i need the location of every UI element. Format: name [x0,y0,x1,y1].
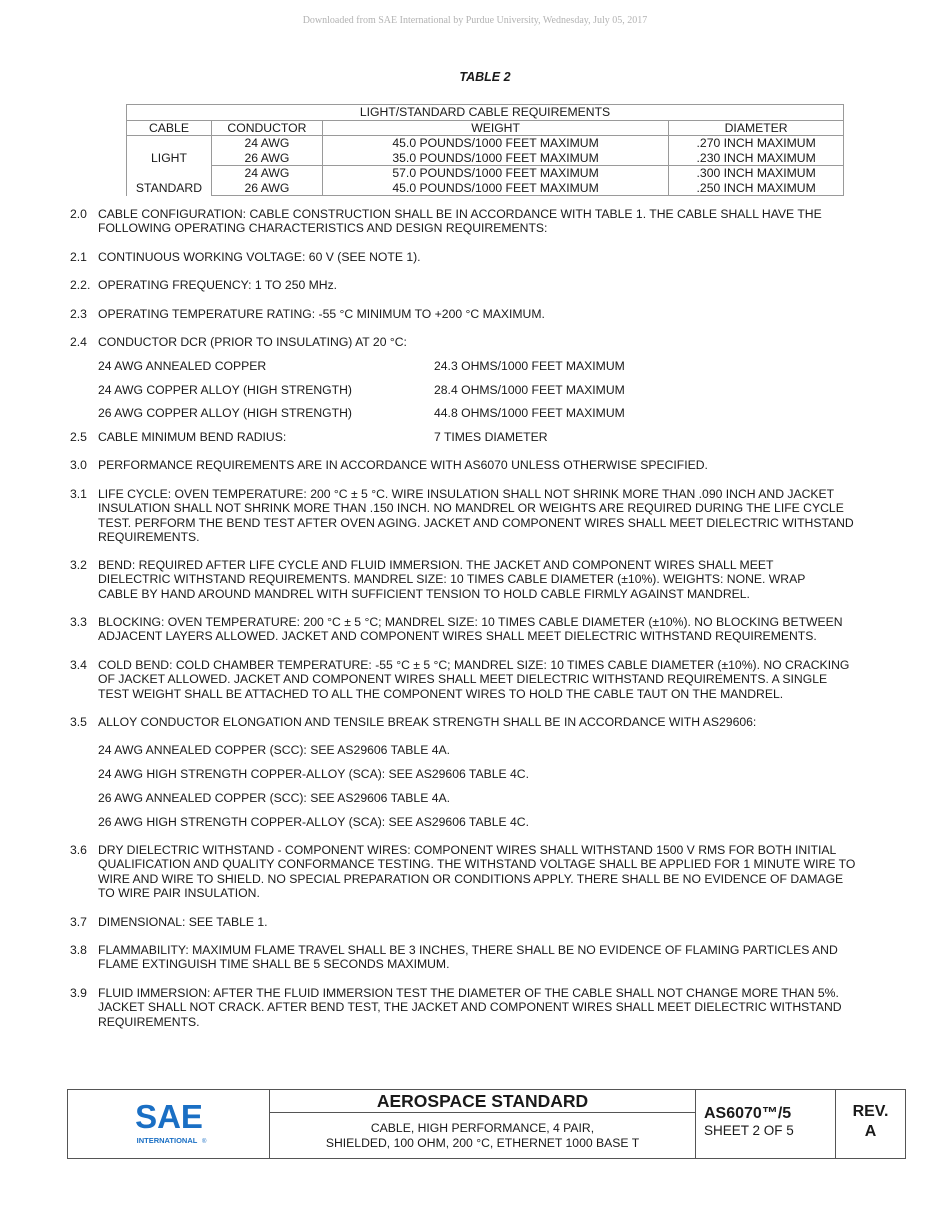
section-3-1-text [98,487,888,545]
text-line: REQUIREMENTS. [98,1014,200,1029]
text-line: FLUID IMMERSION: AFTER THE FLUID IMMERSION TEST THE DIAMETER OF THE CABLE SHALL NOT CHANGE MORE THAN 5%. [98,986,839,1000]
text-line: CABLE BY HAND AROUND MANDREL WITH SUFFICIENT TENSION TO HOLD CABLE FIRMLY AGAINST MANDREL. [98,586,750,601]
table-cell: .300 INCH MAXIMUM [669,166,844,181]
table-cell: 26 AWG [211,181,322,196]
table-cell: 24 AWG [211,166,322,181]
text-line: JACKET SHALL NOT CRACK. AFTER BEND TEST, THE JACKET AND COMPONENT WIRES SHALL MEET DIELECTRIC WITHSTAND [98,1000,842,1015]
section-number: 2.3 [70,307,87,321]
text-line: LIFE CYCLE: OVEN TEMPERATURE: 200 °C ± 5 °C. WIRE INSULATION SHALL NOT SHRINK MORE THAN .090 INCH AND JACKET [98,487,835,501]
dcr-item-label: 24 AWG COPPER ALLOY (HIGH STRENGTH) [98,383,352,397]
text-line: TO WIRE PAIR INSULATION. [98,886,260,901]
section-number: 3.1 [70,487,87,501]
document-number: AS6070™/5 [704,1105,792,1122]
text-line: CABLE CONFIGURATION: CABLE CONSTRUCTION SHALL BE IN ACCORDANCE WITH TABLE 1. THE CABLE SHALL HAVE THE [98,207,822,221]
section-2-0-text [98,207,888,236]
cable-requirements-table [126,104,844,196]
dcr-item-value: 28.4 OHMS/1000 FEET MAXIMUM [434,383,625,397]
bend-radius-value: 7 TIMES DIAMETER [434,430,548,444]
column-header: DIAMETER [669,120,844,136]
text-line: BEND: REQUIRED AFTER LIFE CYCLE AND FLUID IMMERSION. THE JACKET AND COMPONENT WIRES SHALL MEET [98,558,774,572]
sae-logo [68,1090,270,1158]
section-number: 3.4 [70,658,87,672]
alloy-item: 26 AWG HIGH STRENGTH COPPER-ALLOY (SCA): SEE AS29606 TABLE 4C. [98,815,529,829]
table-row [127,136,844,151]
section-number: 3.7 [70,915,87,929]
table-cell: 26 AWG [211,151,322,166]
text-line: DRY DIELECTRIC WITHSTAND - COMPONENT WIRES: COMPONENT WIRES SHALL WITHSTAND 1500 V RMS FOR BOTH INITIAL [98,843,837,857]
section-number: 3.5 [70,715,87,729]
text-line: OF JACKET ALLOWED. JACKET AND COMPONENT WIRES SHALL MEET DIELECTRIC WITHSTAND REQUIREMENTS. A SINGLE [98,672,828,687]
text-line: INSULATION SHALL NOT SHRINK MORE THAN .150 INCH. NO MANDREL OR WEIGHTS ARE REQUIRED DURING THE LIFE CYCLE [98,501,844,516]
dcr-item-label: 26 AWG COPPER ALLOY (HIGH STRENGTH) [98,406,352,420]
section-number: 3.9 [70,986,87,1000]
cable-type-cell: LIGHT [127,136,212,166]
column-header: WEIGHT [322,120,668,136]
standard-title: AEROSPACE STANDARD [270,1090,695,1113]
table-caption: LIGHT/STANDARD CABLE REQUIREMENTS [127,105,844,121]
section-3-2-text [98,558,888,601]
section-3-3-text [98,615,888,644]
cable-type-cell: STANDARD [127,166,212,196]
svg-text:®: ® [202,1139,207,1145]
section-2-3-text: OPERATING TEMPERATURE RATING: -55 °C MINIMUM TO +200 °C MAXIMUM. [98,307,545,321]
table-title: TABLE 2 [459,70,511,84]
section-number: 2.4 [70,335,87,349]
text-line: FOLLOWING OPERATING CHARACTERISTICS AND DESIGN REQUIREMENTS: [98,221,548,236]
text-line: FLAMMABILITY: MAXIMUM FLAME TRAVEL SHALL BE 3 INCHES, THERE SHALL BE NO EVIDENCE OF FLAMING PARTICLES AND [98,943,838,957]
table-cell: 45.0 POUNDS/1000 FEET MAXIMUM [322,181,668,196]
revision-value: A [864,1123,877,1140]
section-2-1-text: CONTINUOUS WORKING VOLTAGE: 60 V (SEE NOTE 1). [98,250,421,264]
text-line: ADJACENT LAYERS ALLOWED. JACKET AND COMPONENT WIRES SHALL MEET DIELECTRIC WITHSTAND REQUIREMENTS. [98,629,817,644]
column-header: CABLE [127,120,212,136]
text-line: BLOCKING: OVEN TEMPERATURE: 200 °C ± 5 °C; MANDREL SIZE: 10 TIMES CABLE DIAMETER (±10%). NO BLOCKING BETWEEN [98,615,843,629]
text-line: COLD BEND: COLD CHAMBER TEMPERATURE: -55 °C ± 5 °C; MANDREL SIZE: 10 TIMES CABLE DIAMETER (±10%). NO CRACKING [98,658,850,672]
table-cell: .230 INCH MAXIMUM [669,151,844,166]
section-number: 2.5 [70,430,87,444]
text-line: FLAME EXTINGUISH TIME SHALL BE 5 SECONDS MAXIMUM. [98,957,450,972]
section-3-5-text: ALLOY CONDUCTOR ELONGATION AND TENSILE BREAK STRENGTH SHALL BE IN ACCORDANCE WITH AS29606: [98,715,757,729]
text-line: DIELECTRIC WITHSTAND REQUIREMENTS. MANDREL SIZE: 10 TIMES CABLE DIAMETER (±10%). WEIGHTS: NONE. WRAP [98,572,806,587]
dcr-item-value: 24.3 OHMS/1000 FEET MAXIMUM [434,359,625,373]
dcr-item-value: 44.8 OHMS/1000 FEET MAXIMUM [434,406,625,420]
svg-text:INTERNATIONAL: INTERNATIONAL [136,1136,198,1145]
table-row [127,181,844,196]
revision-label: REV. [852,1103,889,1120]
description-line: SHIELDED, 100 OHM, 200 °C, ETHERNET 1000 BASE T [325,1135,640,1150]
section-3-9-text [98,986,888,1029]
section-number: 3.0 [70,458,87,472]
document-number-cell [695,1090,836,1158]
alloy-item: 24 AWG HIGH STRENGTH COPPER-ALLOY (SCA): SEE AS29606 TABLE 4C. [98,767,529,781]
download-watermark: Downloaded from SAE International by Purdue University, Wednesday, July 05, 2017 [302,15,648,26]
section-3-4-text [98,658,888,701]
text-line: REQUIREMENTS. [98,530,200,545]
text-line: TEST WEIGHT SHALL BE ATTACHED TO ALL THE COMPONENT WIRES TO HOLD THE CABLE TAUT ON THE MANDREL. [98,686,784,701]
table-cell: 24 AWG [211,136,322,151]
alloy-item: 26 AWG ANNEALED COPPER (SCC): SEE AS29606 TABLE 4A. [98,791,450,805]
sae-logo-cell [68,1090,270,1158]
table-cell: .250 INCH MAXIMUM [669,181,844,196]
alloy-item: 24 AWG ANNEALED COPPER (SCC): SEE AS29606 TABLE 4A. [98,743,450,757]
bend-radius-label: CABLE MINIMUM BEND RADIUS: [98,430,287,444]
section-2-2-text: OPERATING FREQUENCY: 1 TO 250 MHz. [98,278,338,292]
revision-cell [836,1090,905,1158]
section-number: 3.3 [70,615,87,629]
description-line: CABLE, HIGH PERFORMANCE, 4 PAIR, [370,1121,595,1135]
title-block [67,1089,906,1159]
text-line: TEST. PERFORM THE BEND TEST AFTER OVEN AGING. JACKET AND COMPONENT WIRES SHALL MEET DIELECTRIC WITHSTAND [98,515,854,530]
standard-description [270,1114,695,1158]
column-header: CONDUCTOR [211,120,322,136]
table-header-row [127,120,844,136]
svg-text:SAE: SAE [135,1098,203,1135]
section-number: 3.6 [70,843,87,857]
sheet-number: SHEET 2 OF 5 [704,1123,794,1138]
dcr-item-label: 24 AWG ANNEALED COPPER [98,359,267,373]
table-row [127,151,844,166]
table-row [127,166,844,181]
text-line: QUALIFICATION AND QUALITY CONFORMANCE TESTING. THE WITHSTAND VOLTAGE SHALL BE APPLIED FOR 1 MINUTE WIRE TO [98,857,856,872]
section-number: 2.1 [70,250,87,264]
table-cell: 57.0 POUNDS/1000 FEET MAXIMUM [322,166,668,181]
section-number: 2.0 [70,207,87,221]
section-2-4-text: CONDUCTOR DCR (PRIOR TO INSULATING) AT 20 °C: [98,335,407,349]
section-number: 2.2. [70,278,91,292]
section-3-8-text [98,943,888,972]
section-3-0-text: PERFORMANCE REQUIREMENTS ARE IN ACCORDANCE WITH AS6070 UNLESS OTHERWISE SPECIFIED. [98,458,708,472]
text-line: WIRE AND WIRE TO SHIELD. NO SPECIAL PREPARATION OR CONDITIONS APPLY. THERE SHALL BE NO EVIDENCE OF DAMAGE [98,871,844,886]
section-3-6-text [98,843,888,901]
section-number: 3.2 [70,558,87,572]
table-cell: 45.0 POUNDS/1000 FEET MAXIMUM [322,136,668,151]
section-number: 3.8 [70,943,87,957]
table-cell: .270 INCH MAXIMUM [669,136,844,151]
table-caption-row [127,105,844,121]
table-cell: 35.0 POUNDS/1000 FEET MAXIMUM [322,151,668,166]
section-3-7-text: DIMENSIONAL: SEE TABLE 1. [98,915,268,929]
